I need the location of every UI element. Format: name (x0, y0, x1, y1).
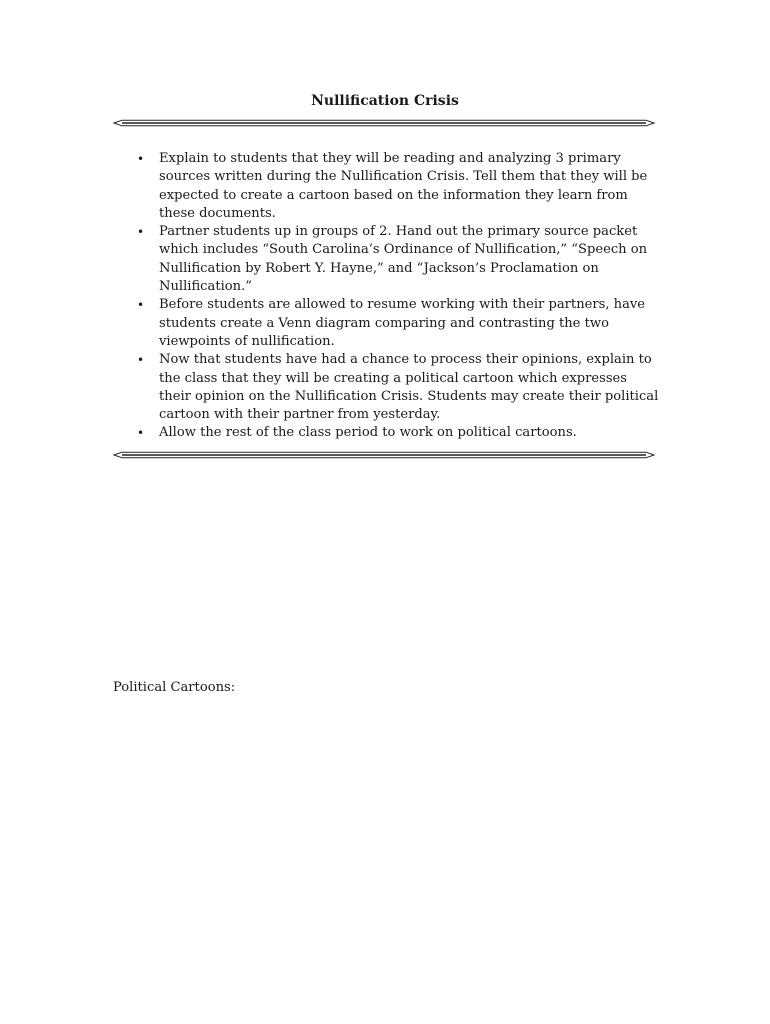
top-divider (112, 119, 656, 127)
bullet-icon: • (137, 353, 145, 368)
bullet-icon: • (137, 298, 145, 313)
list-item-text: Allow the rest of the class period to work on political cartoons. (159, 425, 577, 441)
list-item (122, 150, 662, 223)
political-cartoons-label: Political Cartoons: (113, 680, 236, 695)
list-item-text: Now that students have had a chance to process their opinions, explain to the class that they will be creating a political cartoon which expresses their opinion on the Nullification Crisis. Students may create their political cartoon with their partner from yesterday. (159, 352, 659, 423)
page-title: Nullification Crisis (311, 93, 459, 109)
list-item-text: Explain to students that they will be reading and analyzing 3 primary sources written during the Nullification Crisis. Tell them that they will be expected to create a cartoon based on the information they learn from these documents. (159, 151, 648, 221)
bullet-icon: • (137, 225, 145, 240)
list-item-text: Partner students up in groups of 2. Hand out the primary source packet which includes “South Carolina’s Ordinance of Nullification,” “Speech on Nullification by Robert Y. Hayne,” and “Jackson’s Proclamation on Nullification.” (159, 224, 648, 295)
bullet-icon: • (137, 426, 145, 441)
list-item (122, 223, 662, 296)
bottom-divider (112, 451, 656, 459)
bullet-icon: • (137, 152, 145, 166)
list-item (122, 424, 662, 442)
instruction-list (122, 150, 662, 443)
list-item (122, 296, 662, 351)
list-item-text: Before students are allowed to resume working with their partners, have students create a Venn diagram comparing and contrasting the two viewpoints of nullification. (159, 297, 646, 349)
list-item (122, 351, 662, 424)
